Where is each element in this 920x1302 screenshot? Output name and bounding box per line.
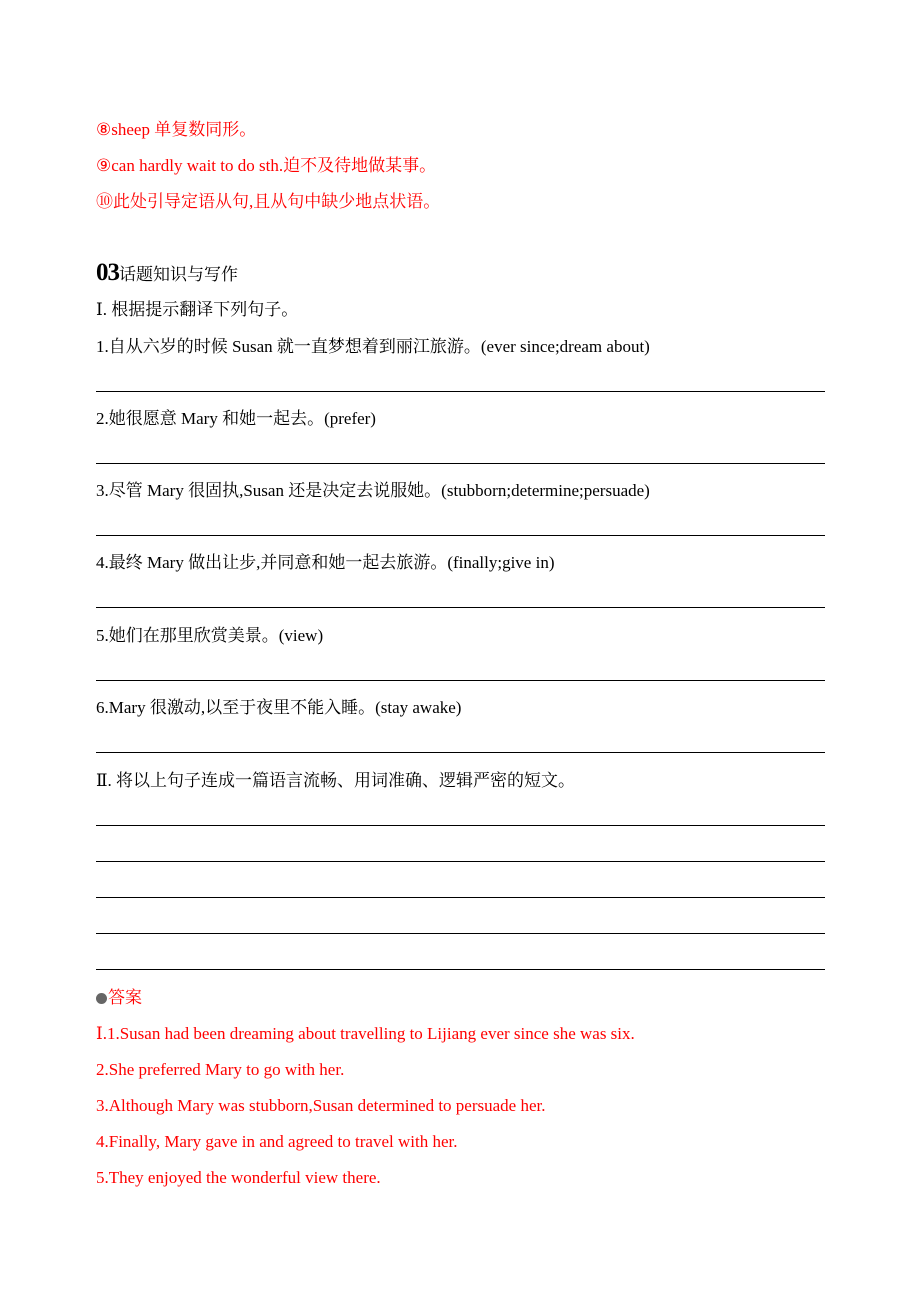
answer-item: 2.She preferred Mary to go with her. xyxy=(96,1060,345,1079)
part1-heading: Ⅰ. 根据提示翻译下列句子。 xyxy=(96,300,299,319)
answer-line-3[interactable] xyxy=(96,535,825,536)
essay-line-1[interactable] xyxy=(96,825,825,826)
essay-line-3[interactable] xyxy=(96,897,825,898)
question-2: 2.她很愿意 Mary 和她一起去。(prefer) xyxy=(96,409,376,428)
answer-item: 3.Although Mary was stubborn,Susan determined to persuade her. xyxy=(96,1096,546,1115)
essay-line-4[interactable] xyxy=(96,933,825,934)
note-10: ⑩此处引导定语从句,且从句中缺少地点状语。 xyxy=(96,192,441,211)
answer-item: 5.They enjoyed the wonderful view there. xyxy=(96,1168,381,1187)
answer-label: 答案 xyxy=(108,988,142,1007)
answer-line-4[interactable] xyxy=(96,607,825,608)
answer-heading xyxy=(96,988,142,1008)
question-5: 5.她们在那里欣赏美景。(view) xyxy=(96,626,324,645)
section-heading xyxy=(96,260,238,288)
essay-line-5[interactable] xyxy=(96,969,825,970)
question-3: 3.尽管 Mary 很固执,Susan 还是决定去说服她。(stubborn;determine;persuade) xyxy=(96,481,650,500)
answer-item: 4.Finally, Mary gave in and agreed to travel with her. xyxy=(96,1132,458,1151)
section-title: 话题知识与写作 xyxy=(119,265,238,284)
answer-line-5[interactable] xyxy=(96,680,825,681)
question-1: 1.自从六岁的时候 Susan 就一直梦想着到丽江旅游。(ever since;dream about) xyxy=(96,337,650,356)
answer-item: Ⅰ.1.Susan had been dreaming about travelling to Lijiang ever since she was six. xyxy=(96,1024,635,1043)
section-number: 03 xyxy=(96,259,119,286)
answer-bullet-icon xyxy=(96,993,107,1004)
question-4: 4.最终 Mary 做出让步,并同意和她一起去旅游。(finally;give in) xyxy=(96,553,555,572)
part2-heading: Ⅱ. 将以上句子连成一篇语言流畅、用词准确、逻辑严密的短文。 xyxy=(96,771,576,790)
note-8: ⑧sheep 单复数同形。 xyxy=(96,120,257,139)
question-6: 6.Mary 很激动,以至于夜里不能入睡。(stay awake) xyxy=(96,698,462,717)
essay-line-2[interactable] xyxy=(96,861,825,862)
answer-line-1[interactable] xyxy=(96,391,825,392)
answer-line-6[interactable] xyxy=(96,752,825,753)
note-9: ⑨can hardly wait to do sth.迫不及待地做某事。 xyxy=(96,156,437,175)
answer-line-2[interactable] xyxy=(96,463,825,464)
